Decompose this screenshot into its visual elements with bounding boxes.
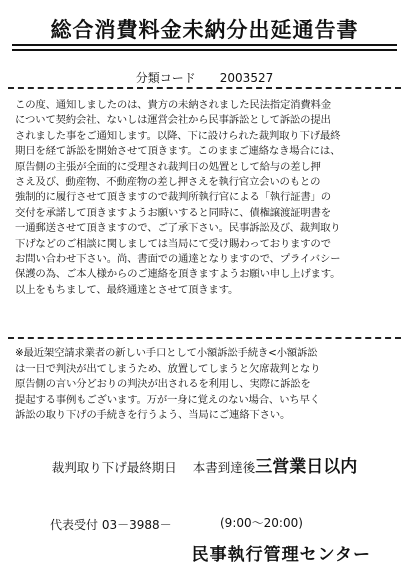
body-line: 期日を経て訴訟を開始させて頂きます。このままご連絡なき場合には、 xyxy=(15,145,341,158)
notice-line: 訴訟の取り下げの手続きを行うよう、当局にご連絡下さい。 xyxy=(15,409,291,422)
dashed-divider-middle xyxy=(8,337,401,339)
title-underline-top xyxy=(12,44,397,46)
notice-line: ※最近架空請求業者の新しい手口として小額訴訟手続き<小額訴訟 xyxy=(15,347,318,359)
deadline-label: 裁判取り下げ最終期日 xyxy=(51,460,177,475)
body-line: この度、通知しましたのは、貴方の未納されました民法指定消費料金 xyxy=(15,99,331,111)
phone-number: 代表受付 03－3988－ xyxy=(50,518,172,532)
body-line: 保護の為、ご本人様からのご連絡を頂きますようお願い申し上げます。 xyxy=(15,268,341,281)
body-line: さえ及び、動産物、不動産物の差し押さえを執行官立会いのもとの xyxy=(15,176,321,189)
notice-section xyxy=(15,346,395,424)
body-line: 下げなどのご相談に関しましては当局にて受け賜わっておりますので xyxy=(15,237,331,250)
classification-label: 分類コード xyxy=(135,71,196,85)
body-line: について契約会社、ないしは運営会社から民事訴訟として訴訟の提出 xyxy=(15,114,331,127)
deadline-prefix: 本書到達後 xyxy=(192,460,256,475)
dashed-divider-top xyxy=(8,87,401,89)
classification-code: 2003527 xyxy=(219,71,274,85)
title-underline-bottom xyxy=(12,49,397,51)
body-line: 以上をもちまして、最終通達とさせて頂きます。 xyxy=(15,283,239,296)
deadline-row xyxy=(0,452,409,477)
body-line: されました事をご通知します。以降、下に設けられた裁判取り下げ最終 xyxy=(15,129,341,142)
classification-row xyxy=(0,69,409,86)
body-line: 原告側の主張が全面的に受理され裁判日の処置として給与の差し押 xyxy=(15,160,321,173)
deadline-value: 三営業日以内 xyxy=(255,457,358,477)
main-body xyxy=(15,98,395,298)
body-line: お問い合わせ下さい。尚、書面での通達となりますので、プライバシー xyxy=(15,253,341,266)
notice-line: 原告側の言い分どおりの判決が出されるを利用し、実際に訴訟を xyxy=(15,378,311,391)
body-line: 交付を承諾して頂きますようお願いすると同時に、債権譲渡証明書を xyxy=(15,206,331,219)
document-title: 総合消費料金未納分出延通告書 xyxy=(50,17,359,42)
contact-row xyxy=(50,514,390,533)
business-hours: (9:00～20:00) xyxy=(220,516,303,530)
notice-line: 提起する事例もございます。万が一身に覚えのない場合、いち早く xyxy=(15,393,320,406)
body-line: 一通郵送させて頂きますので、ご了承下さい。民事訴訟及び、裁判取り xyxy=(15,222,341,235)
body-line: 強制的に履行させて頂きますので裁判所執行官による「執行証書」の xyxy=(15,191,331,204)
sender-name: 民事執行管理センター xyxy=(191,545,371,565)
notice-line: は一日で判決が出てしまうため、放置してしまうと欠席裁判となり xyxy=(15,362,321,375)
